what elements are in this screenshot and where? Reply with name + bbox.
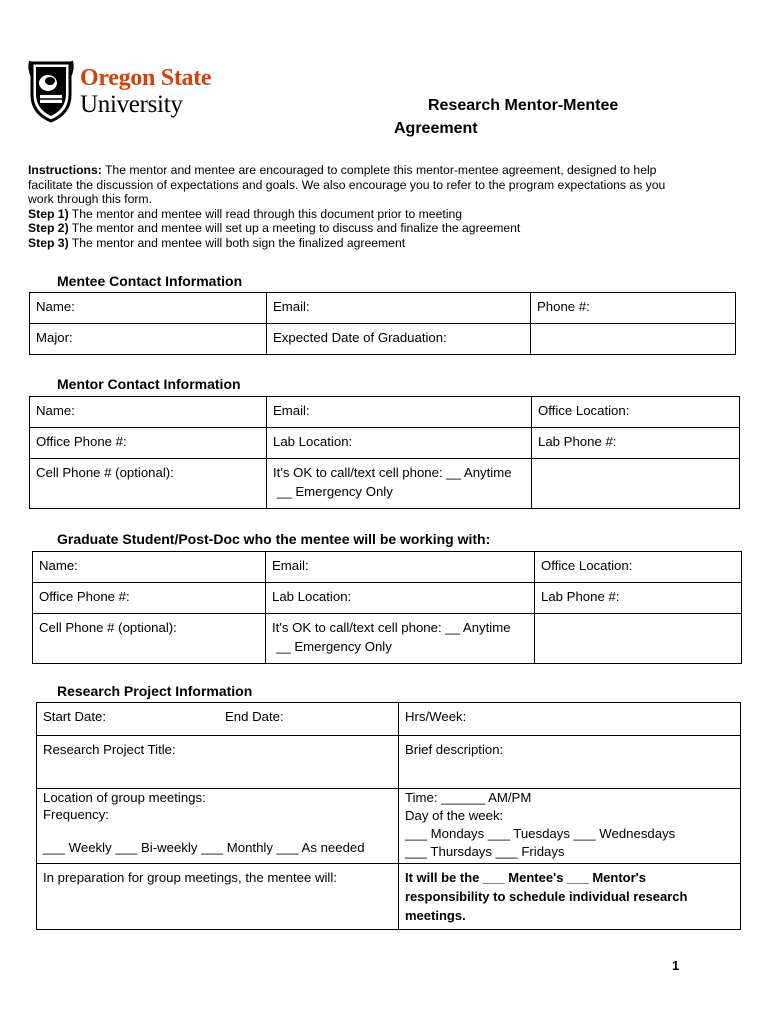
grad-ok-line2: __ Emergency Only — [276, 639, 392, 654]
beaver-seal-icon — [26, 57, 76, 123]
logo-line2: University — [80, 91, 183, 118]
step-2-text: The mentor and mentee will set up a meeting to discuss and finalize the agreement — [68, 221, 521, 236]
grad-table — [32, 551, 742, 664]
grad-cell-phone-field[interactable]: Cell Phone # (optional): — [33, 614, 266, 664]
days-line2: ___ Thursdays ___ Fridays — [405, 844, 565, 859]
mentor-office-phone-field[interactable]: Office Phone #: — [30, 428, 267, 459]
brief-description-field[interactable]: Brief description: — [399, 736, 741, 789]
page-number: 1 — [672, 958, 680, 973]
grad-lab-location-field[interactable]: Lab Location: — [266, 583, 535, 614]
mentee-section-title: Mentee Contact Information — [57, 273, 243, 289]
mentor-empty-cell — [532, 459, 740, 509]
start-date-label: Start Date: — [43, 709, 107, 724]
frequency-label: Frequency: — [43, 807, 109, 822]
meeting-location-label: Location of group meetings: — [43, 790, 206, 805]
grad-section-title: Graduate Student/Post-Doc who the mentee will be working with: — [57, 531, 491, 547]
day-of-week-label: Day of the week: — [405, 808, 504, 823]
mentor-email-field[interactable]: Email: — [267, 397, 532, 428]
responsibility-field[interactable]: It will be the ___ Mentee's ___ Mentor's responsibility to schedule individual research meetings. — [399, 864, 741, 930]
meeting-location-cell[interactable] — [37, 789, 399, 864]
step-3-label: Step 3) — [28, 235, 69, 250]
step-2-label: Step 2) — [28, 221, 69, 236]
mentee-name-field[interactable]: Name: — [30, 293, 267, 324]
step-1-label: Step 1) — [28, 206, 69, 221]
mentor-name-field[interactable]: Name: — [30, 397, 267, 428]
grad-office-location-field[interactable]: Office Location: — [535, 552, 742, 583]
grad-email-field[interactable]: Email: — [266, 552, 535, 583]
mentor-office-location-field[interactable]: Office Location: — [532, 397, 740, 428]
instructions-block — [28, 163, 678, 251]
mentor-cell-phone-field[interactable]: Cell Phone # (optional): — [30, 459, 267, 509]
end-date-label: End Date: — [225, 709, 284, 724]
mentor-lab-phone-field[interactable]: Lab Phone #: — [532, 428, 740, 459]
mentor-ok-line2: __ Emergency Only — [277, 484, 393, 499]
mentor-ok-to-call[interactable] — [267, 459, 532, 509]
document-title — [394, 94, 654, 140]
step-2 — [28, 221, 678, 236]
step-3 — [28, 236, 678, 251]
meeting-time-cell[interactable] — [399, 789, 741, 864]
mentor-table — [29, 396, 740, 509]
mentee-table — [29, 292, 736, 355]
grad-ok-line1: It's OK to call/text cell phone: __ Anytime — [272, 620, 511, 635]
instructions-text: The mentor and mentee are encouraged to complete this mentor-mentee agreement, designed to help facilitate the discussion of expectations and goals. We also encourage you to refer to the program expectations as you work through this form. — [28, 163, 666, 207]
step-3-text: The mentor and mentee will both sign the finalized agreement — [68, 235, 406, 250]
grad-ok-to-call[interactable] — [266, 614, 535, 664]
mentor-section-title: Mentor Contact Information — [57, 376, 241, 392]
project-section-title: Research Project Information — [57, 683, 253, 699]
time-field: Time: ______ AM/PM — [405, 790, 532, 805]
instructions-intro — [28, 163, 678, 207]
grad-lab-phone-field[interactable]: Lab Phone #: — [535, 583, 742, 614]
logo-line1: Oregon State — [80, 65, 212, 91]
mentee-empty-cell — [531, 324, 736, 355]
step-1-text: The mentor and mentee will read through this document prior to meeting — [68, 206, 463, 221]
grad-name-field[interactable]: Name: — [33, 552, 266, 583]
mentee-graduation-field[interactable]: Expected Date of Graduation: — [267, 324, 531, 355]
title-line2: Agreement — [394, 120, 478, 137]
osu-logo — [26, 55, 241, 127]
project-table — [36, 702, 741, 930]
project-dates-cell[interactable] — [37, 703, 399, 736]
grad-office-phone-field[interactable]: Office Phone #: — [33, 583, 266, 614]
frequency-options: ___ Weekly ___ Bi-weekly ___ Monthly ___ As needed — [43, 840, 365, 855]
mentee-email-field[interactable]: Email: — [267, 293, 531, 324]
mentee-major-field[interactable]: Major: — [30, 324, 267, 355]
instructions-label: Instructions: — [28, 163, 102, 177]
preparation-field[interactable]: In preparation for group meetings, the mentee will: — [37, 864, 399, 930]
project-title-field[interactable]: Research Project Title: — [37, 736, 399, 789]
step-1 — [28, 207, 678, 222]
mentee-phone-field[interactable]: Phone #: — [531, 293, 736, 324]
days-line1: ___ Mondays ___ Tuesdays ___ Wednesdays — [405, 826, 676, 841]
title-line1: Research Mentor-Mentee — [428, 97, 619, 114]
hrs-week-field[interactable]: Hrs/Week: — [399, 703, 741, 736]
grad-empty-cell — [535, 614, 742, 664]
mentor-ok-line1: It's OK to call/text cell phone: __ Anytime — [273, 465, 512, 480]
mentor-lab-location-field[interactable]: Lab Location: — [267, 428, 532, 459]
